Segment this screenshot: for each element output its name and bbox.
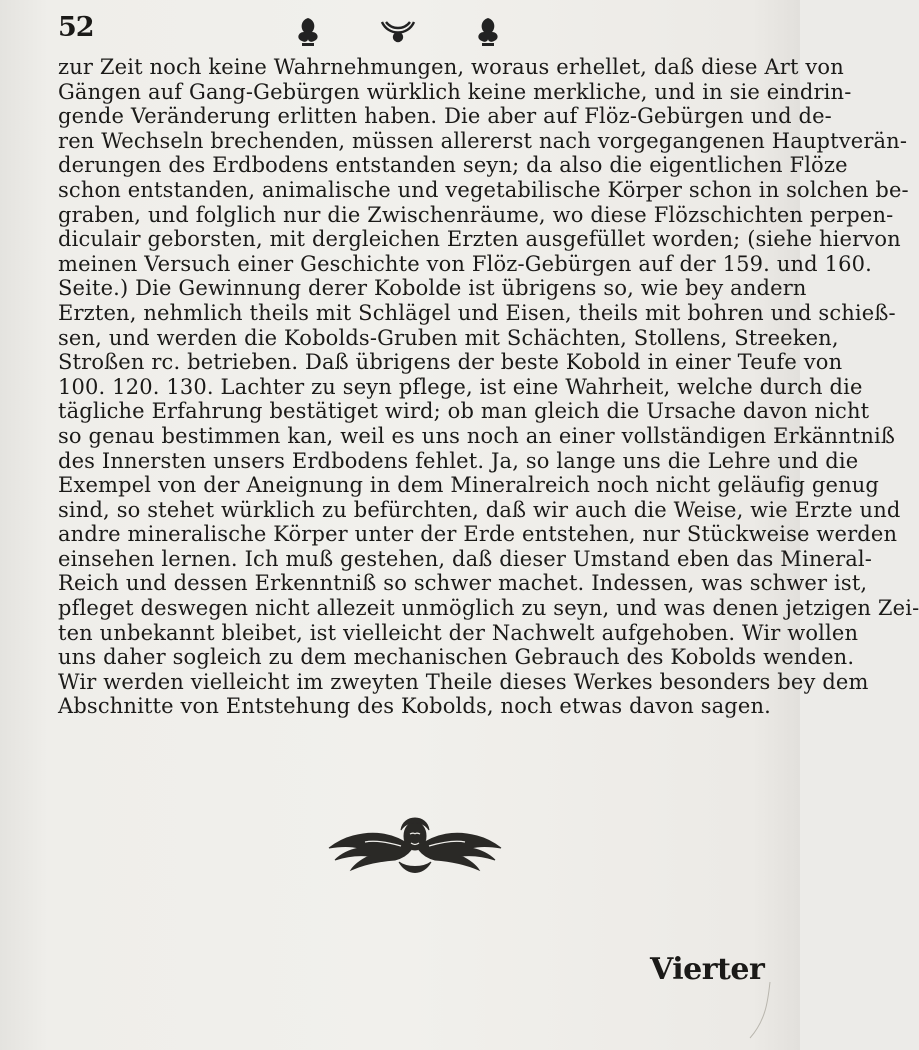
page-number: 52 — [58, 12, 94, 43]
text-line: Erzten, nehmlich theils mit Schlägel und Eisen, theils mit bohren und schieß- — [58, 300, 896, 325]
page-header — [58, 10, 758, 50]
text-line: ren Wechseln brechenden, müssen allererst nach vorgegangenen Hauptverän- — [58, 128, 908, 153]
text-line: 100. 120. 130. Lachter zu seyn pflege, ist eine Wahrheit, welche durch die — [58, 374, 863, 399]
text-line: schon entstanden, animalische und vegetabilische Körper schon in solchen be- — [58, 177, 909, 202]
text-line: Wir werden vielleicht im zweyten Theile dieses Werkes besonders bey dem — [58, 669, 869, 694]
text-line: Reich und dessen Erkenntniß so schwer machet. Indessen, was schwer ist, — [58, 571, 868, 596]
text-line: andre mineralische Körper unter der Erde entstehen, nur Stückweise werden — [58, 522, 898, 547]
text-line: diculair geborsten, mit dergleichen Erzten ausgefüllet worden; (siehe hiervon — [58, 227, 901, 252]
text-line: derungen des Erdbodens entstanden seyn; da also die eigentlichen Flöze — [58, 153, 848, 178]
fleuron-left-icon — [298, 18, 317, 46]
text-line: gende Veränderung erlitten haben. Die aber auf Flöz-Gebürgen und de- — [58, 104, 832, 129]
body-text — [58, 55, 919, 719]
text-line: graben, und folglich nur die Zwischenräume, wo diese Flözschichten perpen- — [58, 202, 894, 227]
text-line: Gängen auf Gang-Gebürgen würklich keine merkliche, und in sie eindrin- — [58, 79, 852, 104]
text-line: ten unbekannt bleibet, ist vielleicht der Nachwelt aufgehoben. Wir wollen — [58, 620, 859, 645]
text-line: zur Zeit noch keine Wahrnehmungen, woraus erhellet, daß diese Art von — [58, 55, 844, 79]
paper-stain — [740, 980, 780, 1040]
text-line: des Innersten unsers Erdbodens fehlet. Ja, so lange uns die Lehre und die — [58, 448, 859, 473]
text-line: Seite.) Die Gewinnung derer Kobolde ist übrigens so, wie bey andern — [58, 276, 807, 301]
header-ornaments — [268, 10, 528, 50]
text-line: meinen Versuch einer Geschichte von Flöz-Gebürgen auf der 159. und 160. — [58, 251, 872, 276]
text-line: Abschnitte von Entstehung des Kobolds, noch etwas davon sagen. — [58, 694, 771, 719]
fleuron-right-icon — [478, 18, 497, 46]
fleuron-center-icon — [382, 22, 414, 41]
catchword: Vierter — [650, 952, 765, 987]
text-line: Exempel von der Aneignung in dem Mineralreich noch nicht geläufig genug — [58, 473, 880, 498]
text-line: Stroßen rc. betrieben. Daß übrigens der beste Kobold in einer Teufe von — [58, 350, 843, 375]
text-line: pfleget deswegen nicht allezeit unmöglich zu seyn, und was denen jetzigen Zei- — [58, 596, 919, 621]
text-line: einsehen lernen. Ich muß gestehen, daß dieser Umstand eben das Mineral- — [58, 546, 873, 571]
text-line: sen, und werden die Kobolds-Gruben mit Schächten, Stollens, Streeken, — [58, 325, 839, 350]
winged-head-vignette-icon — [315, 806, 515, 880]
text-line: sind, so stehet würklich zu befürchten, daß wir auch die Weise, wie Erzte und — [58, 497, 901, 522]
text-line: so genau bestimmen kan, weil es uns noch an einer vollständigen Erkänntniß — [58, 423, 896, 448]
text-line: uns daher sogleich zu dem mechanischen Gebrauch des Kobolds wenden. — [58, 645, 855, 670]
text-line: tägliche Erfahrung bestätiget wird; ob man gleich die Ursache davon nicht — [58, 399, 870, 424]
